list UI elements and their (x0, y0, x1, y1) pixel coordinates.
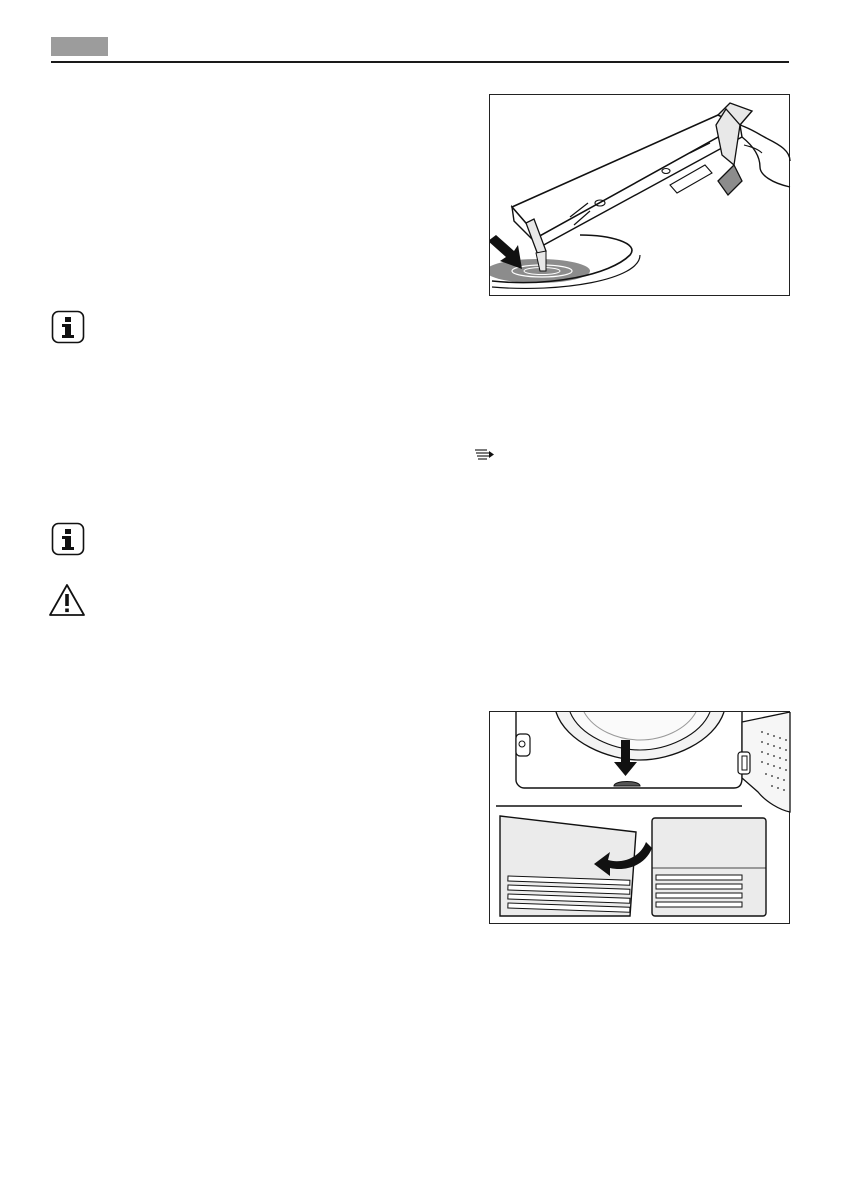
figure-water-container (489, 94, 790, 296)
info-icon (51, 522, 85, 556)
heat-exchanger-illustration (490, 712, 791, 925)
warning-icon (47, 582, 87, 618)
header-rule (51, 61, 789, 63)
program-symbol-icon (472, 447, 496, 463)
figure-heat-exchanger-cover (489, 711, 790, 924)
info-icon (51, 310, 85, 344)
header-tab (51, 37, 108, 56)
water-container-illustration (490, 95, 791, 297)
